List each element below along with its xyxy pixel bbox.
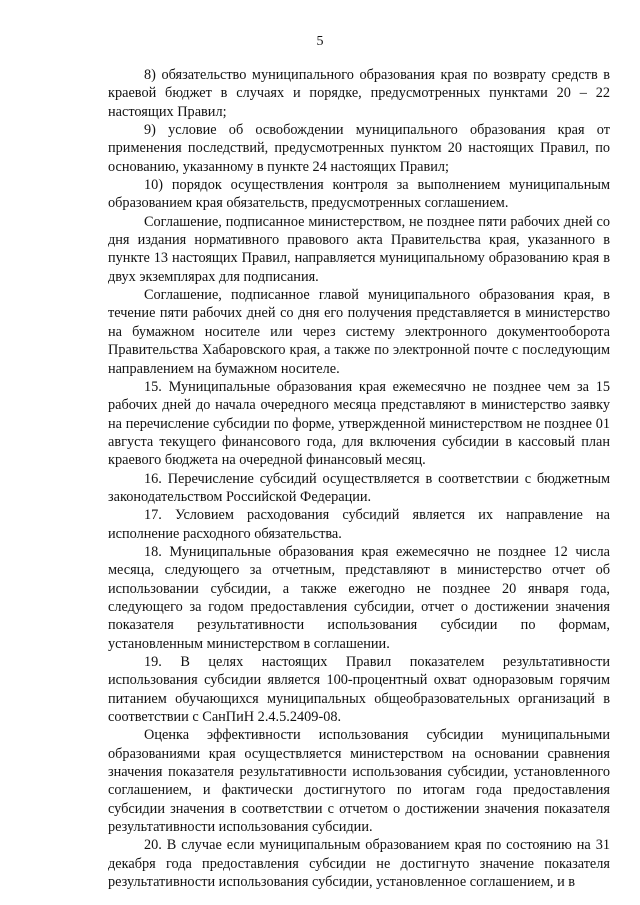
- paragraph: 19. В целях настоящих Правил показателем результативности использования субсидии является 100-процентный охват одноразовым горячим питанием обучающихся муниципальных общеобразовательных организаций в соответствии с СанПиН 2.4.5.2409-08.: [108, 654, 610, 726]
- paragraph: Оценка эффективности использования субсидии муниципальными образованиями края осуществляется министерством на основании сравнения значения показателя результативности использования субсидии, установленного соглашением, и фактически достигнутого по итогам года предоставления субсидии значения в соответствии с отчетом о достижении значения показателя результативности использования субсидии.: [108, 727, 610, 836]
- paragraph: 20. В случае если муниципальным образованием края по состоянию на 31 декабря года предоставления субсидии не достигнуто значение показателя результативности использования субсидии, установленное соглашением, и в: [108, 837, 610, 891]
- paragraph: 17. Условием расходования субсидий является их направление на исполнение расходного обязательства.: [108, 507, 610, 542]
- paragraph: 10) порядок осуществления контроля за выполнением муниципальным образованием края обязательств, предусмотренных соглашением.: [108, 177, 610, 212]
- page-number: 5: [316, 34, 324, 49]
- paragraph: 18. Муниципальные образования края ежемесячно не позднее 12 числа месяца, следующего за отчетным, представляют в министерство отчет об использовании субсидии, а также ежегодно не позднее 20 января года, следующего за годом предоставления субсидии, отчет о достижении значения показателя результативности использования субсидии по формам, установленным министерством в соглашении.: [108, 543, 610, 652]
- paragraph: 15. Муниципальные образования края ежемесячно не позднее чем за 15 рабочих дней до начала очередного месяца представляют в министерство заявку на перечисление субсидии по форме, утвержденной министерством не позднее 01 августа текущего финансового года, для включения субсидии в кассовый план краевого бюджета на очередной финансовый месяц.: [108, 378, 610, 469]
- document-body: [108, 66, 610, 891]
- paragraph: Соглашение, подписанное министерством, не позднее пяти рабочих дней со дня издания нормативного правового акта Правительства края, указанного в пункте 13 настоящих Правил, направляется муниципальному образованию края в двух экземплярах для подписания.: [108, 213, 610, 285]
- paragraph: 9) условие об освобождении муниципального образования края от применения последствий, предусмотренных пунктом 20 настоящих Правил, по основанию, указанному в пункте 24 настоящих Правил;: [108, 122, 610, 175]
- paragraph: Соглашение, подписанное главой муниципального образования края, в течение пяти рабочих дней со дня его получения представляется в министерство на бумажном носителе или через систему электронного документооборота Правительства Хабаровского края, а также по электронной почте с последующим направлением на бумажном носителе.: [108, 287, 610, 377]
- paragraph: 16. Перечисление субсидий осуществляется в соответствии с бюджетным законодательством Российской Федерации.: [108, 470, 610, 505]
- paragraph: 8) обязательство муниципального образования края по возврату средств в краевой бюджет в случаях и порядке, предусмотренных пунктами 20 – 22 настоящих Правил;: [108, 67, 610, 120]
